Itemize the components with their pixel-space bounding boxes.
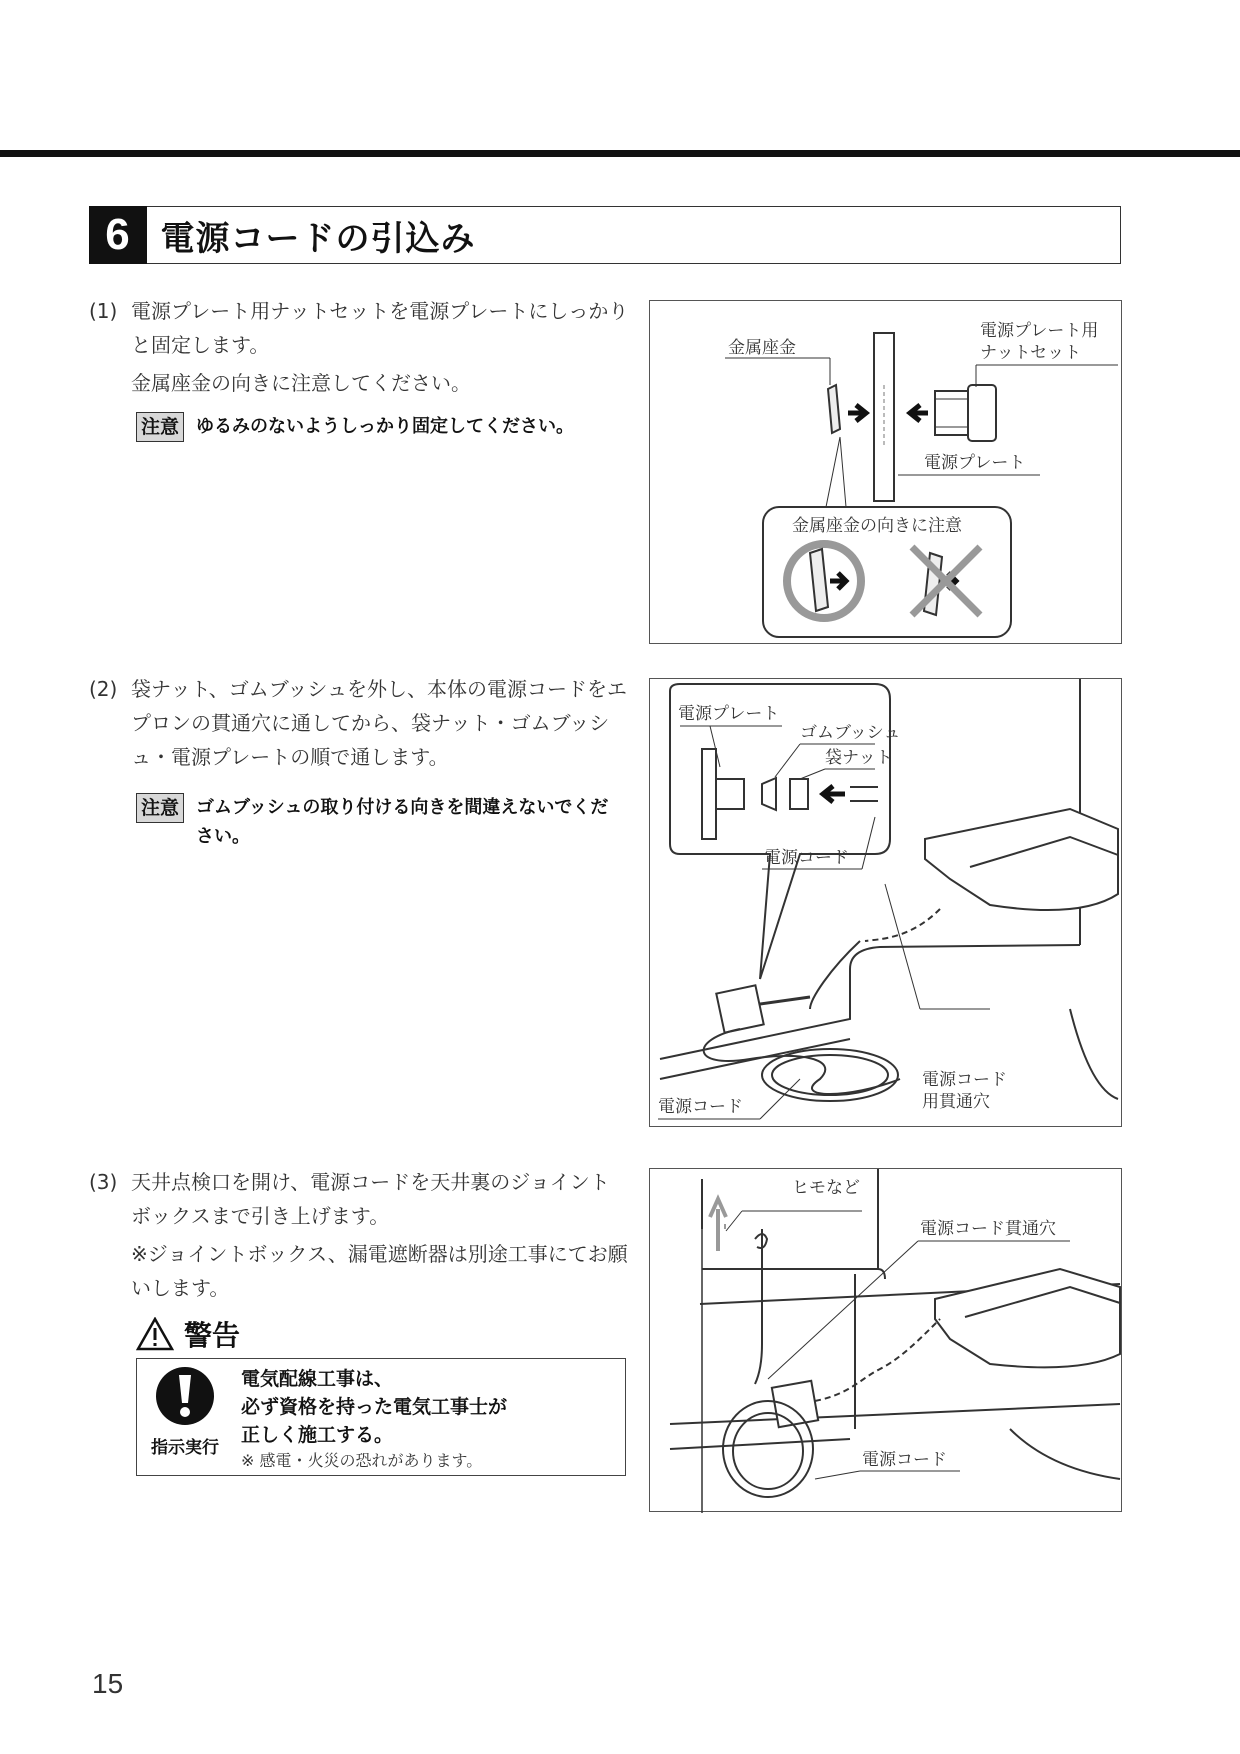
label-cord: 電源コード	[658, 1097, 743, 1117]
label-nutset-2: ナットセット	[980, 343, 1082, 363]
label-cord: 電源コード	[862, 1450, 947, 1470]
label-hole-2: 用貫通穴	[922, 1092, 990, 1112]
figure-2-cord-routing	[649, 678, 1122, 1127]
caution-text: ゴムブッシュの取り付ける向きを間違えないでください。	[196, 797, 609, 847]
exclamation-icon	[154, 1365, 216, 1427]
step-1	[89, 294, 629, 400]
figure-1-nut-set	[649, 300, 1122, 644]
step-3	[89, 1165, 629, 1305]
step-note: 金属座金の向きに注意してください。	[131, 371, 471, 395]
figure-1-drawing	[650, 301, 1123, 645]
section-header	[89, 206, 1121, 264]
warning-line-2: 必ず資格を持った電気工事士が	[241, 1396, 508, 1418]
warning-sub: ※ 感電・火災の恐れがあります。	[241, 1451, 483, 1470]
label-caution: 金属座金の向きに注意	[792, 516, 962, 536]
warning-triangle-icon	[136, 1317, 174, 1351]
step-text: 袋ナット、ゴムブッシュを外し、本体の電源コードをエプロンの貫通穴に通してから、袋ナット・ゴムブッシュ・電源プレートの順で通します。	[131, 677, 627, 769]
caution-1	[136, 412, 616, 442]
step-text: 天井点検口を開け、電源コードを天井裏のジョイントボックスまで引き上げます。	[131, 1170, 610, 1228]
step-number: (2)	[89, 677, 118, 701]
warning-box	[136, 1358, 626, 1476]
warning-line-3: 正しく施工する。	[241, 1424, 394, 1446]
label-hole: 電源コード貫通穴	[920, 1219, 1056, 1239]
figure-3-ceiling-pull	[649, 1168, 1122, 1512]
label-nutset-1: 電源プレート用	[980, 321, 1099, 341]
warning-text	[241, 1365, 507, 1473]
label-plate: 電源プレート	[924, 453, 1026, 473]
section-number: 6	[89, 206, 147, 264]
caution-2	[136, 793, 616, 851]
instruction-icon-col	[143, 1365, 227, 1458]
figure-3-drawing	[650, 1169, 1123, 1513]
top-rule	[0, 150, 1240, 157]
label-washer: 金属座金	[728, 338, 796, 358]
step-number: (1)	[89, 299, 118, 323]
label-capnut: 袋ナット	[825, 748, 893, 768]
caution-tag: 注意	[136, 793, 184, 823]
figure-2-drawing	[650, 679, 1123, 1128]
caution-text: ゆるみのないようしっかり固定してください。	[196, 416, 575, 437]
warning-label: 警告	[184, 1319, 241, 1352]
warning-line-1: 電気配線工事は、	[241, 1368, 394, 1390]
label-hole-1: 電源コード	[922, 1070, 1007, 1090]
step-number: (3)	[89, 1170, 118, 1194]
caution-tag: 注意	[136, 412, 184, 442]
page-number: 15	[92, 1668, 124, 1699]
label-plate: 電源プレート	[678, 704, 780, 724]
step-text: 電源プレート用ナットセットを電源プレートにしっかりと固定します。	[131, 299, 629, 357]
step-note: ※ジョイントボックス、漏電遮断器は別途工事にてお願いします。	[131, 1242, 628, 1300]
label-cord-inset: 電源コード	[764, 848, 849, 868]
warning-header	[136, 1314, 240, 1354]
section-title: 電源コードの引込み	[160, 218, 476, 259]
label-string: ヒモなど	[792, 1178, 860, 1198]
step-2	[89, 672, 629, 774]
instruction-label: 指示実行	[151, 1438, 219, 1458]
label-bushing: ゴムブッシュ	[800, 723, 901, 743]
